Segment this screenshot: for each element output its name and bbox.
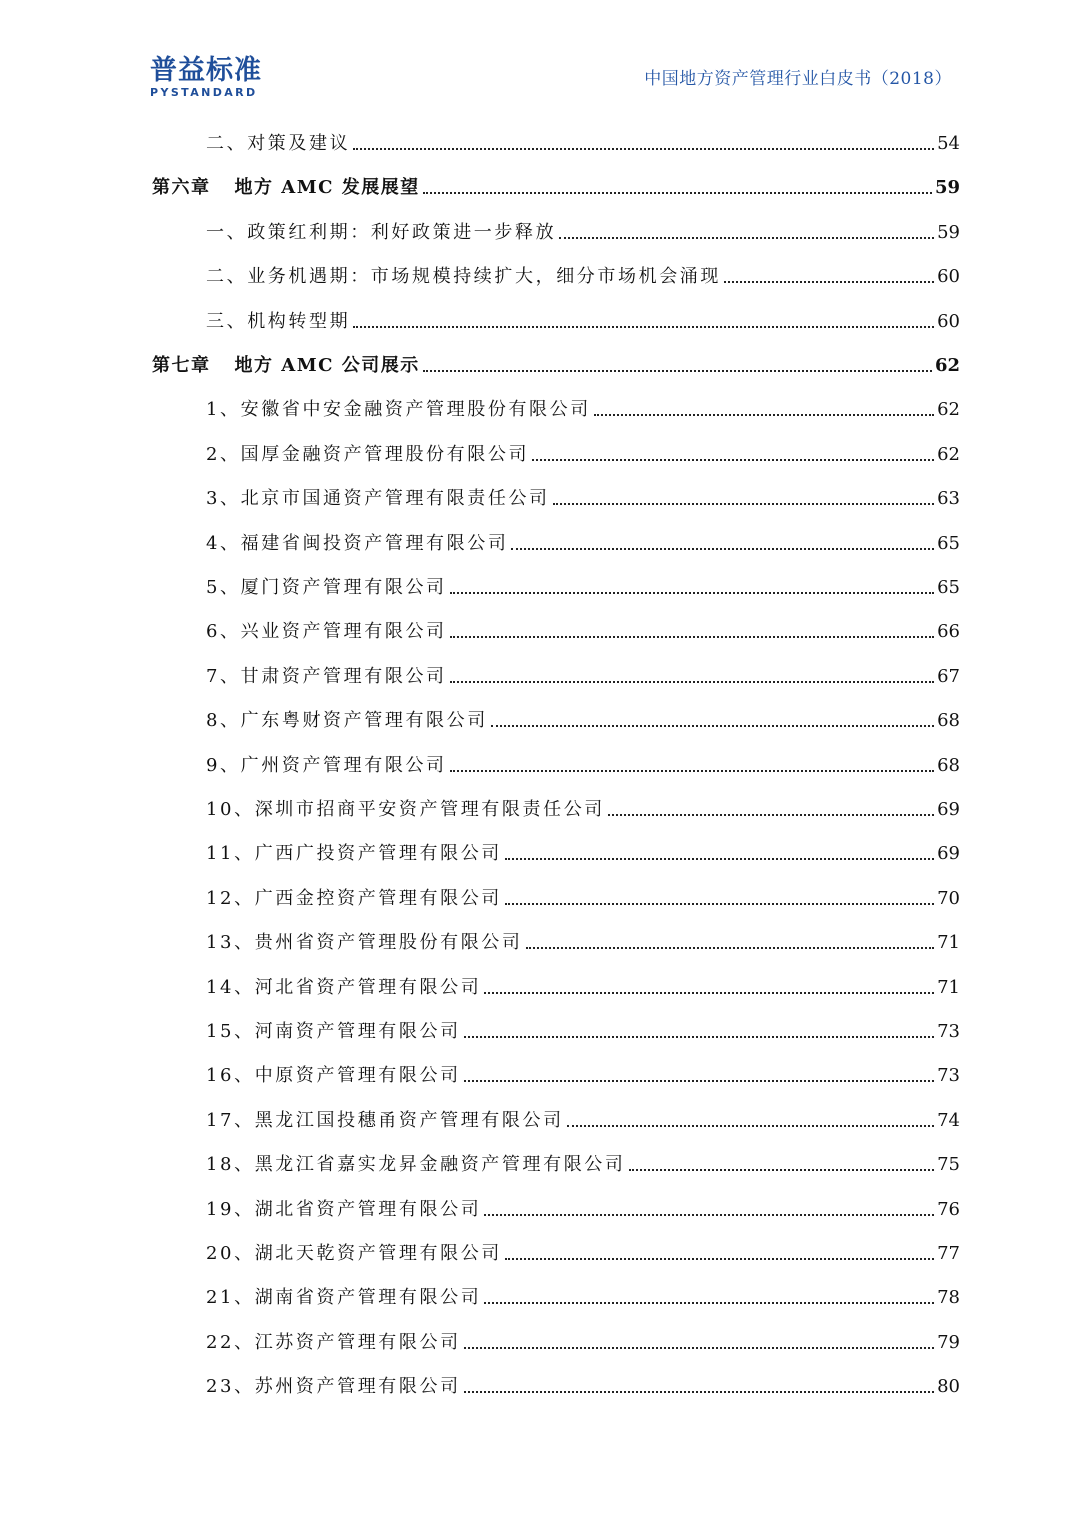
toc-entry[interactable] [206,125,960,155]
toc-entry[interactable] [206,1235,960,1265]
toc-entry-text: 2、国厚金融资产管理股份有限公司 [206,443,530,465]
toc-entry-text: 3、北京市国通资产管理有限责任公司 [206,488,550,510]
toc-entry[interactable] [206,969,960,999]
toc-entry[interactable] [206,1191,960,1221]
toc-entry-label [206,932,523,954]
toc-entry[interactable] [206,391,960,421]
toc-dot-leader [629,1169,935,1171]
toc-entry-label [206,577,447,599]
logo-chinese-text: 普益标准 [150,55,262,86]
toc-dot-leader [484,1302,934,1304]
toc-entry-label [206,1065,461,1087]
toc-entry-label [206,1154,626,1176]
toc-entry[interactable] [206,569,960,599]
toc-page-number: 74 [937,1109,960,1131]
toc-dot-leader [553,503,934,505]
toc-page-number: 62 [937,443,960,465]
toc-entry-label [206,1287,481,1309]
toc-entry-text: 二、对策及建议 [206,133,351,154]
toc-entry-label [206,399,591,421]
toc-entry-text: 7、甘肃资产管理有限公司 [206,665,447,687]
toc-entry-text: 地方 AMC 发展展望 [234,177,420,199]
toc-entry-text: 21、湖南省资产管理有限公司 [206,1287,482,1309]
toc-entry-label [206,799,605,821]
toc-page-number: 59 [934,177,960,199]
toc-dot-leader [608,814,934,816]
toc-entry[interactable] [206,702,960,732]
toc-dot-leader [450,681,934,683]
toc-entry-label [206,444,529,466]
toc-entry-text: 10、深圳市招商平安资产管理有限责任公司 [206,799,605,820]
toc-dot-leader [464,1080,934,1082]
toc-dot-leader [353,148,934,150]
toc-page-number: 73 [937,1065,960,1087]
toc-entry[interactable] [206,791,960,821]
toc-dot-leader [559,237,934,239]
toc-entry-label [206,666,447,688]
toc-dot-leader [526,947,935,949]
toc-entry-label [206,1243,502,1265]
toc-entry[interactable] [206,924,960,954]
toc-entry-text: 13、贵州省资产管理股份有限公司 [206,932,523,954]
toc-dot-leader [450,592,934,594]
toc-dot-leader [450,770,934,772]
toc-entry-label [206,311,350,333]
toc-dot-leader [423,370,932,372]
toc-dot-leader [505,903,934,905]
toc-page-number: 63 [937,488,960,510]
toc-entry[interactable] [206,214,960,244]
toc-chapter-number: 第七章 [152,355,211,376]
toc-entry-label [206,1376,461,1398]
toc-entry-text: 5、厦门资产管理有限公司 [206,577,447,598]
toc-entry-text: 23、苏州资产管理有限公司 [206,1376,461,1398]
toc-page-number: 68 [937,710,960,732]
toc-dot-leader [505,1258,934,1260]
toc-dot-leader [464,1391,934,1393]
toc-page-number: 69 [937,799,960,820]
toc-dot-leader [353,326,934,328]
toc-entry[interactable] [206,1057,960,1087]
toc-page-number: 79 [937,1331,960,1353]
toc-chapter-entry[interactable] [152,169,960,199]
toc-entry-text: 12、广西金控资产管理有限公司 [206,887,502,909]
toc-page-number: 69 [937,843,960,865]
toc-page-number: 67 [937,665,960,687]
toc-entry-text: 19、湖北省资产管理有限公司 [206,1198,482,1220]
toc-dot-leader [594,414,934,416]
toc-entry[interactable] [206,1368,960,1398]
logo [150,56,280,100]
toc-entry-label [206,1110,564,1132]
toc-page-number: 54 [937,133,960,154]
toc-page-number: 70 [937,887,960,909]
toc-entry-label [152,355,420,377]
toc-entry-text: 9、广州资产管理有限公司 [206,754,447,776]
toc-dot-leader [491,725,934,727]
toc-dot-leader [423,192,932,194]
toc-entry-text: 4、福建省闽投资产管理有限公司 [206,532,509,554]
toc-entry-label [206,1021,461,1043]
toc-entry[interactable] [206,480,960,510]
toc-entry-text: 地方 AMC 公司展示 [234,355,420,376]
toc-entry-text: 15、河南资产管理有限公司 [206,1021,461,1042]
toc-entry-label [206,977,481,999]
toc-entry-text: 一、政策红利期：利好政策进一步释放 [206,221,557,243]
toc-page-number: 68 [937,754,960,776]
toc-page-number: 65 [937,577,960,598]
toc-page-number: 62 [934,355,960,376]
logo-english-text: PYSTANDARD [150,86,258,99]
toc-entry[interactable] [206,658,960,688]
toc-entry-text: 三、机构转型期 [206,310,351,332]
toc-entry-label [206,488,550,510]
toc-entry-label [206,133,350,155]
toc-page-number: 71 [937,976,960,998]
toc-page-number: 78 [937,1287,960,1309]
toc-entry-text: 17、黑龙江国投穗甬资产管理有限公司 [206,1109,564,1131]
toc-dot-leader [511,548,934,550]
document-title: 中国地方资产管理行业白皮书（2018） [644,69,952,89]
toc-dot-leader [567,1125,934,1127]
toc-page-number: 73 [937,1021,960,1042]
toc-entry-text: 1、安徽省中安金融资产管理股份有限公司 [206,399,591,421]
toc-chapter-entry[interactable] [152,347,960,377]
toc-dot-leader [532,459,934,461]
toc-entry-label [152,177,420,199]
toc-page-number: 60 [937,266,960,288]
toc-entry[interactable] [206,436,960,466]
toc-dot-leader [484,1214,934,1216]
toc-entry-label [206,266,721,288]
toc-entry-label [206,843,502,865]
toc-entry-text: 6、兴业资产管理有限公司 [206,621,447,643]
toc-entry[interactable] [206,1324,960,1354]
toc-entry-label [206,1332,461,1354]
toc-entry[interactable] [206,613,960,643]
toc-page-number: 65 [937,532,960,554]
toc-entry[interactable] [206,525,960,555]
toc-entry-text: 11、广西广投资产管理有限公司 [206,843,502,865]
toc-page-number: 71 [937,932,960,954]
toc-entry[interactable] [206,303,960,333]
toc-entry[interactable] [206,1146,960,1176]
toc-page-number: 75 [937,1154,960,1176]
toc-entry[interactable] [206,1279,960,1309]
toc-chapter-number: 第六章 [152,177,211,199]
toc-entry[interactable] [206,1013,960,1043]
toc-dot-leader [464,1347,934,1349]
toc-entry[interactable] [206,1102,960,1132]
toc-entry-label [206,1199,481,1221]
toc-dot-leader [724,281,934,283]
toc-entry-label [206,222,556,244]
toc-entry-text: 8、广东粤财资产管理有限公司 [206,710,488,732]
toc-entry[interactable] [206,747,960,777]
toc-entry-label [206,888,502,910]
toc-entry-text: 20、湖北天乾资产管理有限公司 [206,1243,502,1264]
toc-entry-label [206,621,447,643]
toc-entry-label [206,533,508,555]
toc-page-number: 77 [937,1243,960,1264]
toc-page-number: 66 [937,621,960,643]
toc-dot-leader [464,1036,934,1038]
toc-entry-text: 18、黑龙江省嘉实龙昇金融资产管理有限公司 [206,1154,626,1176]
toc-dot-leader [484,992,934,994]
toc-entry-text: 16、中原资产管理有限公司 [206,1065,461,1087]
toc-dot-leader [450,636,934,638]
toc-entry-text: 22、江苏资产管理有限公司 [206,1331,461,1353]
toc-page-number: 60 [937,310,960,332]
toc-entry-text: 二、业务机遇期：市场规模持续扩大，细分市场机会涌现 [206,266,721,288]
toc-entry[interactable] [206,835,960,865]
toc-dot-leader [505,858,934,860]
toc-entry-text: 14、河北省资产管理有限公司 [206,976,482,998]
toc-entry-label [206,710,488,732]
toc-entry-label [206,755,447,777]
toc-page-number: 59 [937,221,960,243]
toc-entry[interactable] [206,880,960,910]
toc-page-number: 76 [937,1198,960,1220]
toc-entry[interactable] [206,258,960,288]
toc-page-number: 80 [937,1376,960,1398]
toc-page-number: 62 [937,399,960,421]
